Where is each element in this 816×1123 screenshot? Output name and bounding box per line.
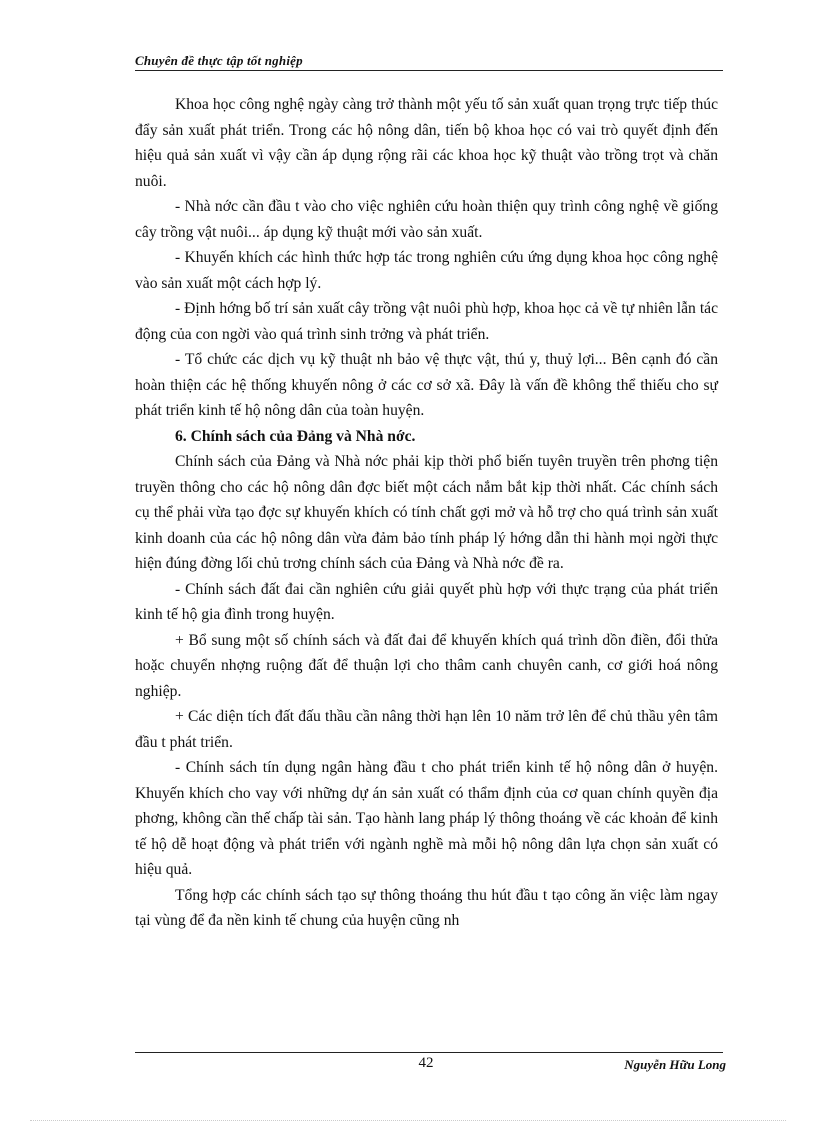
author-name: Nguyễn Hữu Long [624,1057,726,1072]
paragraph: Khoa học công nghệ ngày càng trở thành một yếu tố sản xuất quan trọng trực tiếp thúc đẩy sản xuất phát triển. Trong các hộ nông dân, tiến bộ khoa học có vai trò quyết định đến hiệu quả sản xuất vì vậy cần áp dụng rộng rãi các khoa học kỹ thuật vào trồng trọt và chăn nuôi. [135,96,718,190]
page-number: 42 [418,1055,434,1071]
footer-divider [135,1052,723,1053]
paragraph: - Chính sách tín dụng ngân hàng đầu t cho phát triển kinh tế hộ nông dân ở huyện. Khuyến khích cho vay với những dự án sản xuất có thẩm định của cơ quan chính quyền địa phơng, không cần thế chấp tài sản. Tạo hành lang pháp lý thông thoáng về các khoản để kinh tế hộ dễ hoạt động và phát triển với ngành nghề mà mỗi hộ nông dân lựa chọn sản xuất có hiệu quả. [135,759,718,878]
document-body [135,92,718,934]
paragraph: - Khuyến khích các hình thức hợp tác trong nghiên cứu ứng dụng khoa học công nghệ vào sản xuất một cách hợp lý. [135,249,718,292]
paragraph: + Bổ sung một số chính sách và đất đai để khuyến khích quá trình dồn điền, đổi thửa hoặc chuyển nhợng ruộng đất để thuận lợi cho thâm canh chuyên canh, cơ giới hoá nông nghiệp. [135,631,718,700]
paragraph: - Nhà nớc cần đầu t vào cho việc nghiên cứu hoàn thiện quy trình công nghệ về giống cây trồng vật nuôi... áp dụng kỹ thuật mới vào sản xuất. [135,198,718,241]
section-heading: 6. Chính sách của Đảng và Nhà nớc. [175,427,416,445]
paragraph: - Chính sách đất đai cần nghiên cứu giải quyết phù hợp với thực trạng của phát triển kinh tế hộ gia đình trong huyện. [135,580,718,623]
page-header [135,52,723,71]
paragraph: - Tổ chức các dịch vụ kỹ thuật nh bảo vệ thực vật, thú y, thuỷ lợi... Bên cạnh đó cần hoàn thiện các hệ thống khuyến nông ở các cơ sở xã. Đây là vấn đề không thể thiếu cho sự phát triển kinh tế hộ nông dân của toàn huyện. [135,351,718,419]
page-edge-divider [30,1120,786,1121]
paragraph: + Các diện tích đất đấu thầu cần nâng thời hạn lên 10 năm trở lên để chủ thầu yên tâm đầu t phát triển. [135,708,718,751]
paragraph: Chính sách của Đảng và Nhà nớc phải kịp thời phổ biến tuyên truyền trên phơng tiện truyền thông cho các hộ nông dân đợc biết một cách nắm bắt kịp thời nhất. Các chính sách cụ thể phải vừa tạo đợc sự khuyến khích có tính chất gợi mở và hỗ trợ cho quá trình sản xuất kinh doanh của các hộ nông dân vừa đảm bảo tính pháp lý hớng dẫn thi hành mọi ngời thực hiện đúng đờng lối chủ trơng chính sách của Đảng và Nhà nớc đề ra. [135,453,718,572]
header-title: Chuyên đề thực tập tốt nghiệp [135,53,303,68]
paragraph: Tổng hợp các chính sách tạo sự thông thoáng thu hút đầu t tạo công ăn việc làm ngay tại vùng để đa nền kinh tế chung của huyện cũng nh [135,886,718,929]
paragraph: - Định hớng bố trí sản xuất cây trồng vật nuôi phù hợp, khoa học cả về tự nhiên lẫn tác động của con ngời vào quá trình sinh trởng và phát triển. [135,300,718,343]
